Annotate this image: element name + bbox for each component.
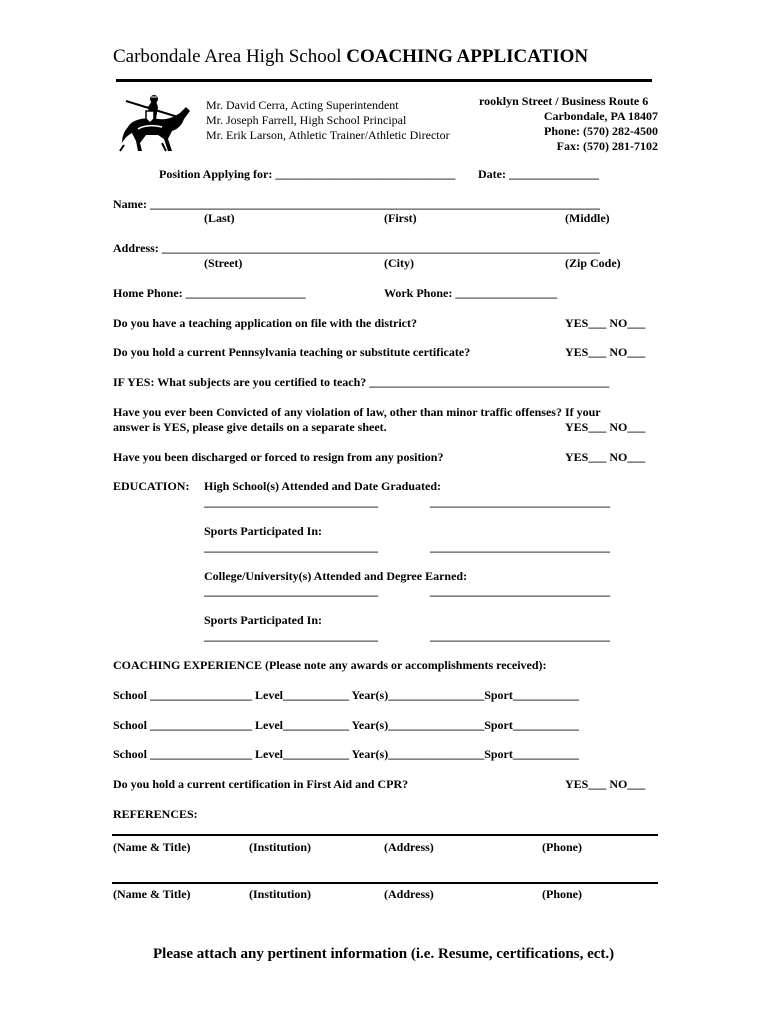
convicted-yes-no[interactable]: YES___ NO___	[565, 420, 646, 434]
coaching-experience-label: COACHING EXPERIENCE (Please note any awards or accomplishments received):	[113, 658, 547, 672]
sports-label-2: Sports Participated In:	[204, 613, 322, 627]
high-school-blank-1[interactable]: _____________________________	[204, 495, 378, 509]
knight-on-horse-icon	[118, 93, 194, 155]
high-school-label: High School(s) Attended and Date Graduated:	[204, 479, 442, 493]
address-fax: Fax: (570) 281-7102	[556, 139, 658, 153]
staff-athletic-director: Mr. Erik Larson, Athletic Trainer/Athletic Director	[206, 128, 450, 142]
attach-note: Please attach any pertinent information (i.e. Resume, certifications, ect.)	[153, 946, 615, 962]
subjects-field[interactable]: IF YES: What subjects are you certified to teach? ________________________________________	[113, 375, 610, 389]
position-field[interactable]: Position Applying for: ______________________________	[159, 167, 456, 181]
address-zip-caption: (Zip Code)	[565, 256, 621, 270]
sports-blank-4[interactable]: ______________________________	[430, 629, 610, 643]
school-address	[470, 94, 658, 154]
address-field[interactable]: Address: _________________________________________________________________________	[113, 241, 600, 255]
name-middle-caption: (Middle)	[565, 211, 610, 225]
college-label: College/University(s) Attended and Degree Earned:	[204, 569, 468, 583]
staff-list	[206, 98, 450, 143]
name-field[interactable]: Name: ___________________________________________________________________________	[113, 197, 600, 211]
reference-2-line[interactable]	[112, 882, 658, 884]
college-blank-2[interactable]: ______________________________	[430, 584, 610, 598]
date-field[interactable]: Date: _______________	[478, 167, 599, 181]
discharged-question: Have you been discharged or forced to resign from any position?	[113, 450, 444, 464]
title-form: COACHING APPLICATION	[346, 46, 589, 67]
name-last-caption: (Last)	[204, 211, 235, 225]
address-city-caption: (City)	[384, 256, 414, 270]
references-label: REFERENCES:	[113, 807, 198, 821]
home-phone-field[interactable]: Home Phone: ____________________	[113, 286, 306, 300]
address-city: Carbondale, PA 18407	[543, 109, 658, 123]
sports-blank-3[interactable]: _____________________________	[204, 629, 378, 643]
staff-principal: Mr. Joseph Farrell, High School Principal	[206, 113, 407, 127]
first-aid-question: Do you hold a current certification in First Aid and CPR?	[113, 777, 409, 791]
high-school-blank-2[interactable]: ______________________________	[430, 495, 610, 509]
certificate-yes-no[interactable]: YES___ NO___	[565, 345, 646, 359]
reference-1-name-caption: (Name & Title)	[113, 840, 191, 854]
first-aid-yes-no[interactable]: YES___ NO___	[565, 777, 646, 791]
coaching-row-1[interactable]: School _________________ Level___________ Year(s)________________Sport___________	[113, 688, 579, 702]
certificate-question: Do you hold a current Pennsylvania teaching or substitute certificate?	[113, 345, 471, 359]
address-street-caption: (Street)	[204, 256, 243, 270]
sports-blank-1[interactable]: _____________________________	[204, 540, 378, 554]
address-street: rooklyn Street / Business Route 6	[479, 94, 649, 108]
convicted-question-line2: answer is YES, please give details on a separate sheet.	[113, 420, 387, 434]
name-first-caption: (First)	[384, 211, 417, 225]
reference-2-institution-caption: (Institution)	[249, 887, 312, 901]
discharged-yes-no[interactable]: YES___ NO___	[565, 450, 646, 464]
coaching-row-2[interactable]: School _________________ Level___________ Year(s)________________Sport___________	[113, 718, 579, 732]
title-school: Carbondale Area High School	[113, 46, 347, 67]
work-phone-field[interactable]: Work Phone: _________________	[384, 286, 558, 300]
reference-1-phone-caption: (Phone)	[542, 840, 582, 854]
reference-1-institution-caption: (Institution)	[249, 840, 312, 854]
page-title	[113, 46, 588, 68]
coaching-row-3[interactable]: School _________________ Level___________ Year(s)________________Sport___________	[113, 747, 579, 761]
education-label: EDUCATION:	[113, 479, 190, 493]
sports-label-1: Sports Participated In:	[204, 524, 322, 538]
reference-2-address-caption: (Address)	[384, 887, 434, 901]
sports-blank-2[interactable]: ______________________________	[430, 540, 610, 554]
address-phone: Phone: (570) 282-4500	[544, 124, 658, 138]
teaching-application-yes-no[interactable]: YES___ NO___	[565, 316, 646, 330]
reference-1-line[interactable]	[112, 834, 658, 836]
convicted-question-line1: Have you ever been Convicted of any violation of law, other than minor traffic offenses? If your	[113, 405, 601, 419]
title-rule	[116, 79, 652, 82]
reference-2-name-caption: (Name & Title)	[113, 887, 191, 901]
reference-2-phone-caption: (Phone)	[542, 887, 582, 901]
teaching-application-question: Do you have a teaching application on file with the district?	[113, 316, 418, 330]
college-blank-1[interactable]: _____________________________	[204, 584, 378, 598]
staff-superintendent: Mr. David Cerra, Acting Superintendent	[206, 98, 399, 112]
reference-1-address-caption: (Address)	[384, 840, 434, 854]
